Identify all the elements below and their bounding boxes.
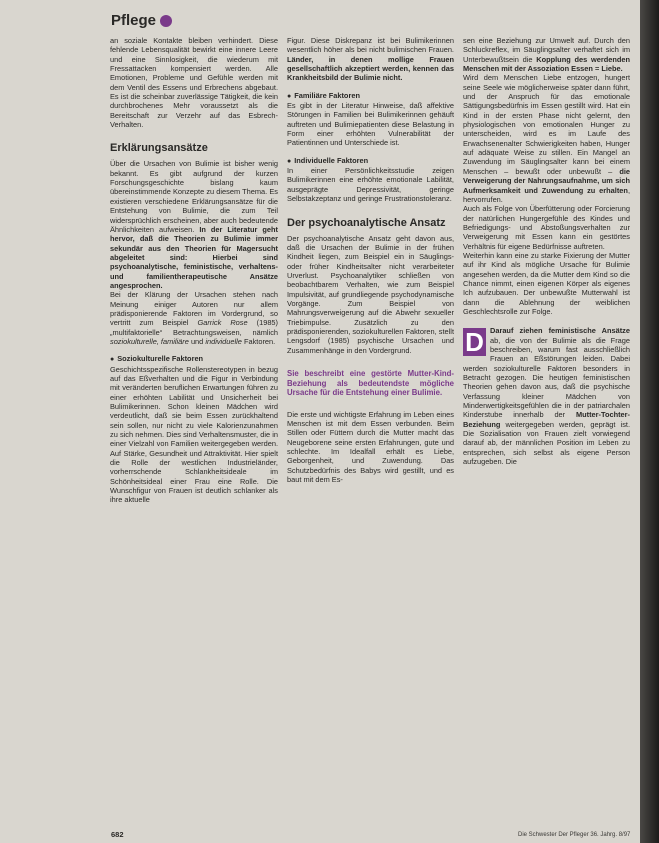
paragraph-text: , hervorrufen. [463,185,630,204]
dropcap-paragraph [463,326,630,466]
paragraph-text: Figur. Diese Diskrepanz ist bei Bulimikerinnen wesentlich höher als bei nicht bulimischen Frauen. [287,36,454,55]
section-title: Pflege [111,12,157,29]
intro-paragraph: an soziale Kontakte bleiben verhindert. Diese fehlende Lebensqualität bewirkt eine innere Leere und eine Sinnlosigkeit, die wiederum mit Fressattacken kompensiert werden. Alle Emotionen, Probleme und Gefühle werden mit dem Ventil des Essens und Erbrechens abgebaut. Es ist die scheinbar zuverlässige Tätigkeit, die kein durchbrochenes Mehr voraussetzt als die Bereitschaft zur Verzehr auf das Esbrech-Verhalten. [110,36,278,130]
paragraph-italic: individuelle [205,336,242,346]
paragraph-text: Über die Ursachen von Bulimie ist bisher wenig bekannt. Es gibt aufgrund der kurzen Forschungsgeschichte bislang kaum übereinstimmende Konzepte zu diesem Thema. Es existieren verschiedene Erklärungsansätze für die Entstehung von Bulimie, die zum Teil widersprüchlich erscheinen, aber auch bedeutende Ähnlichkeiten aufweisen. [110,159,278,234]
page-number: 682 [111,830,124,839]
paragraph [463,73,630,204]
paragraph: Auch als Folge von Überfütterung oder Forcierung der natürlichen Hungergefühle des Kindes und Befriedigungs- und Abstoßungsverhalten zur Verweigerung mit Essen kann ein gestörtes Verhältnis für eigene Bedürfnisse auftreten. [463,204,630,251]
section-dot-icon [160,15,172,27]
paragraph [110,159,278,290]
text-column-1 [110,36,278,505]
paragraph-bold: In der Literatur geht hervor, daß die Theorien zu Bulimie immer sekundär aus den Theorien für Magersucht abgeleitet sind: Hierbei sind psychoanalytische, feministische, verhaltens- und familientherapeutische Ansätze angesprochen. [110,224,278,290]
page-header [111,12,172,29]
paragraph-text: Bei der Klärung der Ursachen stehen nach Meinung einiger Autoren nur allem prädisponierende Faktoren im Vordergrund, so vertritt zum Beispiel [110,290,278,328]
drop-cap: D [463,328,486,356]
pull-quote: Sie beschreibt eine gestörte Mutter-Kind-Beziehung als bedeutendste mögliche Ursache für die Entstehung einer Bulimie. [287,368,454,398]
text-column-3 [463,36,630,466]
subheading-family: ● Familiäre Faktoren [287,91,454,101]
heading-psychoanalytic: Der psychoanalytische Ansatz [287,216,446,229]
subheading-sociocultural: ● Soziokulturelle Faktoren [110,354,278,364]
paragraph-italic: soziokulturelle, familiäre [110,336,189,346]
journal-footer: Die Schwester Der Pfleger 36. Jahrg. 8/97 [518,832,631,838]
paragraph-text: (1985) „multifaktorielle“ Betrachtungsweisen, nämlich [110,318,279,337]
paragraph [463,36,630,73]
paragraph-bold: Mutter-Tochter-Beziehung [463,410,631,429]
paragraph-bold: die Verweigerung der Nahrungsaufnahme, um sich Aufmerksamkeit und Zuwendung zu erhalten [463,166,630,195]
paragraph-text: ab, die von der Bulimie als die Frage beschreiben, warum fast ausschließlich Frauen an Eßstörungen leiden. Dabei werden soziokulturelle Faktoren besonders in Betracht gezogen. Die heutigen feministischen Theorien gehen davon aus, daß die psychische Verfassung kleiner Mädchen von Minderwertigkeitsgefühlen die in der patriarchalen Kinderstube innerhalb der [463,335,630,420]
text-column-2 [287,36,454,485]
subheading-individual: ● Individuelle Faktoren [287,156,454,166]
paragraph-text: Faktoren. [243,336,276,346]
paragraph: Weiterhin kann eine zu starke Fixierung der Mutter auf ihr Kind als mögliche Ursache für Bulimie angesehen werden, da die Mutter dem Kind so die Chance nimmt, einen eigenen Körper als eigenes Ich aufzubauen. Der unbewußte Mutterwahl ist dann die Ablehnung der weiblichen Geschlechtsrolle zur Folge. [463,250,630,316]
paragraph [110,290,278,346]
paragraph-text: und [190,336,204,346]
paragraph [287,36,454,83]
heading-explanations: Erklärungsansätze [110,142,208,155]
paragraph-text: sen eine Beziehung zur Umwelt auf. Durch den Schluckreflex, im Säuglingsalter verhaftet sich im Unterbewußtsein die [463,36,630,64]
paragraph: In einer Persönlichkeitsstudie zeigen Bulimikerinnen eine erhöhte emotionale Labilität, ausgeprägte Depressivität, geringe Selbstakzeptanz und geringe Frustrationstoleranz. [287,166,454,204]
paragraph-bold: Darauf ziehen feministische Ansätze [490,326,630,336]
paragraph: Der psychoanalytische Ansatz geht davon aus, daß die Ursachen der Bulimie in der frühen Kindheit liegen, zum Beispiel ein in Säuglings- oder früher Kindheitsalter nicht verarbeiteter Urverlust. Psychoanalytiker schließen von beobachtbarem Verhalten, wie zum Beispiel Impulsivität, auf grundliegende psychodynamische Vorgänge. Zum Beispiel von Mahrungsverweigerung auf die Abwehr sexueller Triebimpulse. Zusätzlich zu den prädisponierenden, soziokulturellen Faktoren, stellt Lengsdorf (1985) psychische Ursachen und Zusammenhänge in den Vordergrund. [287,233,454,355]
paragraph-text: weitergegeben werden, geprägt ist. Die Sozialisation von Frauen zielt vorwiegend darauf ab, der männlichen Position im Leben zu entsprechen, sich selbst als eigene Person aufzugeben. Die [463,419,631,467]
author-name: Garrick Rose [197,318,248,328]
paragraph: Es gibt in der Literatur Hinweise, daß affektive Störungen in Familien bei Bulimikerinnen gehäuft auftreten und Bulimiepatienten diese Belastung in Form einer erhöhten Vulnerabilität der Patientinnen und Unterschiede ist. [287,101,454,148]
paragraph: Geschichtsspezifische Rollenstereotypen in bezug auf das Eßverhalten und die Figur in Verbindung mit veränderten beruflichen Erwartungen führen zu einer erhöhten Labilität und Unsicherheit bei Bulimikerinnen. Schon kleinen Mädchen wird verdeutlicht, daß sie beim Essen zurückhaltend sein sollen, nur nicht zu viele Kalorienzunahmen zu sich nehmen. Dies sind Verhaltensmuster, die in einer Vielzahl von Familien weitergegeben werden. Auf Stärke, Gesundheit und Attraktivität. Hier spielt die Rolle der westlichen Industrieländer, vorherrschende Schlankheitsideale im Schönheitsideal einer Frau eine Rolle. Die Wunschfigur von Frauen ist deutlich schlanker als ihre aktuelle [110,364,278,505]
paragraph-text: Wird dem Menschen Liebe entzogen, hungert seine Seele wie möglicherweise später dann führt, und der Anspruch für das emotionale Sättigungsbedürfnis im Essen gestillt wird. Hat ein Kind in der ersten Phase nicht gelernt, den physiologischen von emotionalen Hunger zu unterscheiden, wird es im Laufe des Erwachsenenalter Schwierigkeiten haben, Hunger auf adäquate Weise zu stillen. Ein Mangel an Zuwendung im Säuglingsalter kann bei einem Menschen – bewußt oder unbewußt – [463,73,630,176]
paragraph-bold: Länder, in denen mollige Frauen gesellschaftlich akzeptiert werden, kennen das Krankheitsbild der Bulimie nicht. [287,54,454,83]
paragraph: Die erste und wichtigste Erfahrung im Leben eines Menschen ist mit dem Essen verbunden. Beim Stillen oder Füttern durch die Mutter macht das Neugeborene seine ersten Erfahrungen, gute und schlechte. Im Idealfall erhält es Liebe, Geborgenheit, und Zuwendung. Das Schutzbedürfnis des Babys wird gestillt, und es baut mit dem Es- [287,409,454,485]
paragraph-bold: Kopplung des werdenden Menschen mit der Assoziation Essen = Liebe. [463,54,630,74]
